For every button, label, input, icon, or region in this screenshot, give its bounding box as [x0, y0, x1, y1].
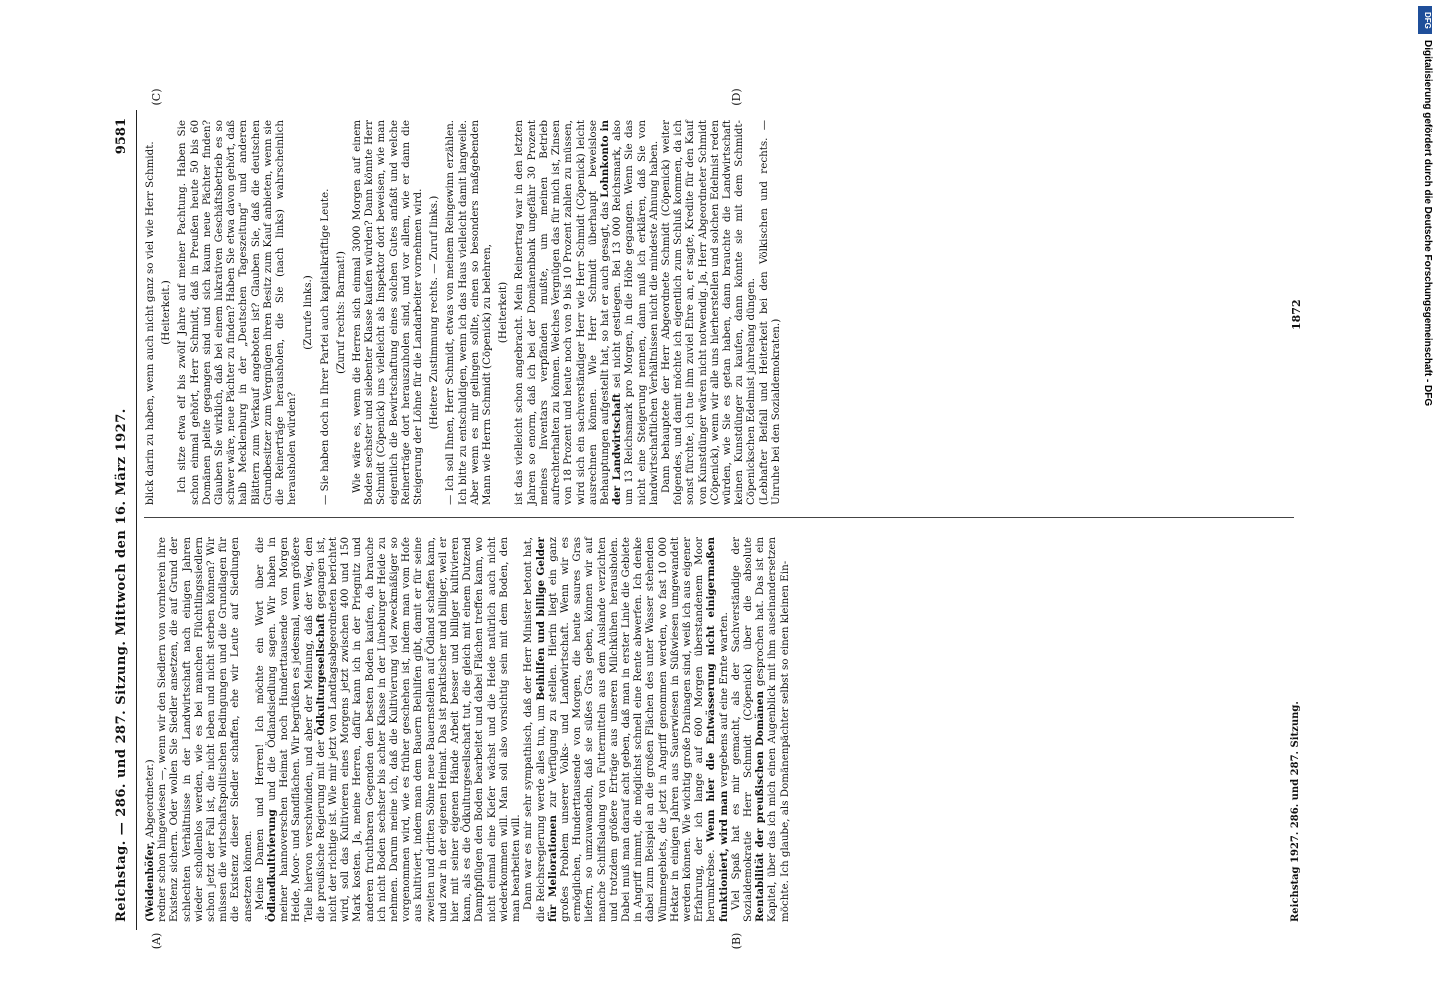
- paragraph: redner schon hingewiesen —, wenn wir den Siedlern von vornherein ihre Existenz sichern. Oder wollen Sie Siedler ansetzen, die auf Grund der schlechten Verhältnisse in der Landwirtschaft nach einigen Jahren wieder schollenlos werden, wie es bei manchen Flüchtlingssiedlern schon jetzt der Fall ist, die nicht leben und nicht sterben können? Wir müssen die wirtschaftspolitischen Bedingungen und die Grundlagen für die Existenz dieser Siedler schaffen, ehe wir Leute auf Siedlungen ansetzen können.: [156, 537, 254, 922]
- paragraph: (Heiterkeit): [497, 281, 510, 344]
- paragraph: (Heiterkeit.): [160, 280, 173, 345]
- left-column: [144, 537, 791, 922]
- paragraph: (Lebhafter Beifall und Heiterkeit bei den Völkischen und rechts. — Unruhe bei den Sozialdemokraten.): [757, 120, 782, 505]
- running-header: [110, 110, 136, 930]
- paragraph: Wie wäre es, wenn die Herren sich einmal 3000 Morgen auf einem Boden sechster und siebenter Klasse kaufen würden? Dann könnte Herr Schmidt (Cöpenick) uns vielleicht als Inspektor dort beweisen, wie man eigentlich die Bewirtschaftung eines solchen Gutes anfaßt und welche Reinerträge dort herauszuholen sind, und vor allem, wie er dann die Steigerung der Löhne für die Landarbeiter vornehmen wird.: [351, 120, 425, 505]
- margin-marker-c: (C): [150, 88, 163, 106]
- paragraph: ist das vielleicht schon angebracht. Mein Reinertrag war in den letzten Jahren so enorm, daß ich bei der Domänenbank ungefähr 30 Prozent meines Inventars verpfänden mußte, um meinen Betrieb aufrechterhalten zu können. Welches Vergnügen das für mich ist, Zinsen von 18 Prozent und heute noch von 9 bis 10 Prozent zahlen zu müssen, wird sich ein sachverständiger Herr wie Herr Schmidt (Cöpenick) leicht ausrechnen können. Wie Herr Schmidt überhaupt beweislose Behauptungen aufgestellt hat, so hat er auch gesagt, das Lohnkonto in der Landwirtschaft sei nicht gestiegen. Bei 13 000 Reichsmark, also um 13 Reichsmark pro Morgen, in die Höhe gegangen. Wenn Sie das nicht eine Steigerung nennen, dann muß ich erklären, daß Sie von landwirtschaftlichen Verhältnissen nicht die mindeste Ahnung haben.: [513, 119, 660, 505]
- paragraph: Dann behauptete der Herr Abgeordnete Schmidt (Cöpenick) weiter folgendes, und damit möchte ich eigentlich zum Schluß kommen, da ich sonst fürchte, ich tue ihm zuviel Ehre an, er sagte, Kredite für den Kauf von Kunstdünger wären nicht notwendig. Ja, Herr Abgeordneter Schmidt (Cöpenick), wenn wir alle uns hierherstellen und solchen Edelmist reden würden, wie Sie es getan haben, dann brauchte die Landwirtschaft keinen Kunstdünger zu kaufen, dann könnte sie mit dem Schmidt-Cöpenickschen Edelmist jahrelang düngen.: [659, 120, 758, 505]
- side-credit: [1411, 40, 1431, 960]
- margin-marker-d: (D): [730, 88, 743, 106]
- scanned-page: [110, 88, 1320, 950]
- footer-page-code: 1872: [1290, 299, 1303, 330]
- page-number: 9581: [114, 118, 129, 155]
- dfg-logo: DFG: [1418, 6, 1432, 34]
- right-column: [144, 120, 782, 505]
- paragraph: blick darin zu haben, wenn auch nicht ganz so viel wie Herr Schmidt.: [144, 141, 156, 505]
- header-title: Reichstag. — 286. und 287. Sitzung. Mittwoch den 16. März 1927.: [114, 408, 129, 922]
- paragraph: Dann war es mir sehr sympathisch, daß der Herr Minister betont hat, die Reichsregierung werde alles tun, um Beihilfen und billige Gelder für Meliorationen zur Verfügung zu stellen. Hierin liegt ein ganz großes Problem unserer Volks- und Landwirtschaft. Wenn wir es ermöglichen, Hunderttausende von Morgen, die heute saures Gras liefern, so umzuwandeln, daß sie süßes Gras geben, können wir auf manche Schiffsladung von Futtermitteln aus dem Auslande verzichten und trotzdem größere Erträge aus unseren Milchkühen herausholen. Dabei muß man darauf acht geben, daß man in erster Linie die Gebiete in Angriff nimmt, die möglichst schnell eine Rente abwerfen. Ich denke dabei zum Beispiel an die großen Flächen des unter Wasser stehenden Wümmegebiets, die jetzt in Angriff genommen werden, wo fast 10 000 Hektar in einigen Jahren aus Sauerwiesen in Süßwiesen umgewandelt werden können. Wie wichtig große Drainagen sind, weiß ich aus eigener Erfahrung, der ich lange auf 600 Morgen überstandenem Moor herumkrebse. Wenn hier die Entwässerung nicht einigermaßen funktioniert, wird man vergebens auf eine Ernte warten.: [522, 537, 730, 922]
- paragraph: (Weidenhöfer, Abgeordneter.): [144, 759, 156, 922]
- paragraph: (Zurufe links.): [302, 275, 315, 350]
- margin-marker-b: (B): [730, 932, 743, 950]
- paragraph: Ich sitze etwa elf bis zwölf Jahre auf meiner Pachtung. Haben Sie schon einmal gehört, Herr Schmidt, daß in Preußen heute 50 bis 60 Domänen pleite gegangen sind und sich kaum neue Pächter finden? Glauben Sie wirklich, daß bei einem lukrativen Geschäftsbetrieb es so schwer wäre, neue Pächter zu finden? Haben Sie etwa davon gehört, daß halb Mecklenburg in der „Deutschen Tageszeitung“ und anderen Blättern zum Verkauf angeboten ist? Glauben Sie, daß die deutschen Grundbesitzer zum Vergnügen ihren Besitz zum Kauf anbieten, wenn sie die Reinerträge herausholen, die Sie (nach links) wahrscheinlich herausholen würden?: [176, 120, 299, 505]
- paragraph: (Heitere Zustimmung rechts. — Zuruf links.): [428, 195, 441, 430]
- paragraph: — Ich soll Ihnen, Herr Schmidt, etwas von meinem Reingewinn erzählen. Ich bitte zu entschuldigen, wenn ich das Haus vielleicht damit langweile. Aber wenn es mir gelingen sollte, einen so besonders maßgebenden Mann wie Herrn Schmidt (Cöpenick) zu belehren,: [444, 120, 494, 505]
- column-divider: [144, 517, 1294, 518]
- footer-left: Reichstag 1927. 286. und 287. Sitzung.: [1290, 701, 1301, 922]
- paragraph: (Zuruf rechts: Barmat!): [334, 251, 347, 374]
- paragraph: Viel Spaß hat es mir gemacht, als der Sachverständige der Sozialdemokratie Herr Schmidt (Cöpenick) über die absolute Rentabilität der preußischen Domänen gesprochen hat. Das ist ein Kapitel, über das ich mich einen Augenblick mit ihm auseinandersetzen möchte. Ich glaube, als Domänenpächter selbst so einen kleinen Ein-: [729, 536, 791, 922]
- side-credit-text: Digitalisierung gefördert durch die Deutsche Forschungsgemeinschaft - DFG: [1422, 40, 1433, 407]
- header-rule: [136, 110, 137, 930]
- margin-marker-a: (A): [150, 932, 163, 950]
- paragraph: — Sie haben doch in Ihrer Partei auch kapitalkräftige Leute.: [318, 188, 331, 505]
- paragraph: Meine Damen und Herren! Ich möchte ein Wort über die Ödlandkultivierung und die Ödlandsiedlung sagen. Wir haben in meiner hannoverschen Heimat noch Hunderttausende von Morgen Heide, Moor- und Sandflächen. Wir begrüßen es jedesmal, wenn größere Teile hiervon verschwinden, und aber der Meinung, daß der Weg, den die preußische Regierung mit der Ödkulturgesellschaft gegangen ist, nicht der richtige ist. Wie mir jetzt von Landtagsabgeordneten berichtet wird, soll das Kultivieren eines Morgens jetzt zwischen 400 und 150 Mark kosten. Ja, meine Herren, dafür kann ich in der Priegnitz und anderen fruchtbaren Gegenden den besten Boden kaufen, da brauche ich nicht Boden sechster bis achter Klasse in der Lüneburger Heide zu nehmen. Darum meine ich, daß die Kultivierung viel zweckmäßiger so vorgenommen wird, wie es früher geschehen ist, indem man vom Hofe aus kultiviert, indem man dem Bauern Beihilfen gibt, damit er für seine zweiten und dritten Söhne neue Bauernstellen auf Ödland schaffen kann, und zwar in der eigenen Heimat. Das ist praktischer und billiger, weil er hier mit seiner eigenen Hände Arbeit besser und billiger kultivieren kann, als es die Ödkulturgesellschaft tut, die gleich mit einem Dutzend Dampfpflügen den Boden bearbeitet und dabei Flächen treffen kann, wo nicht einmal eine Kiefer wächst und die Heide natürlich auch nicht wiederkommen will. Man soll also vorsichtig sein mit dem Boden, den man bearbeiten will.: [253, 537, 523, 922]
